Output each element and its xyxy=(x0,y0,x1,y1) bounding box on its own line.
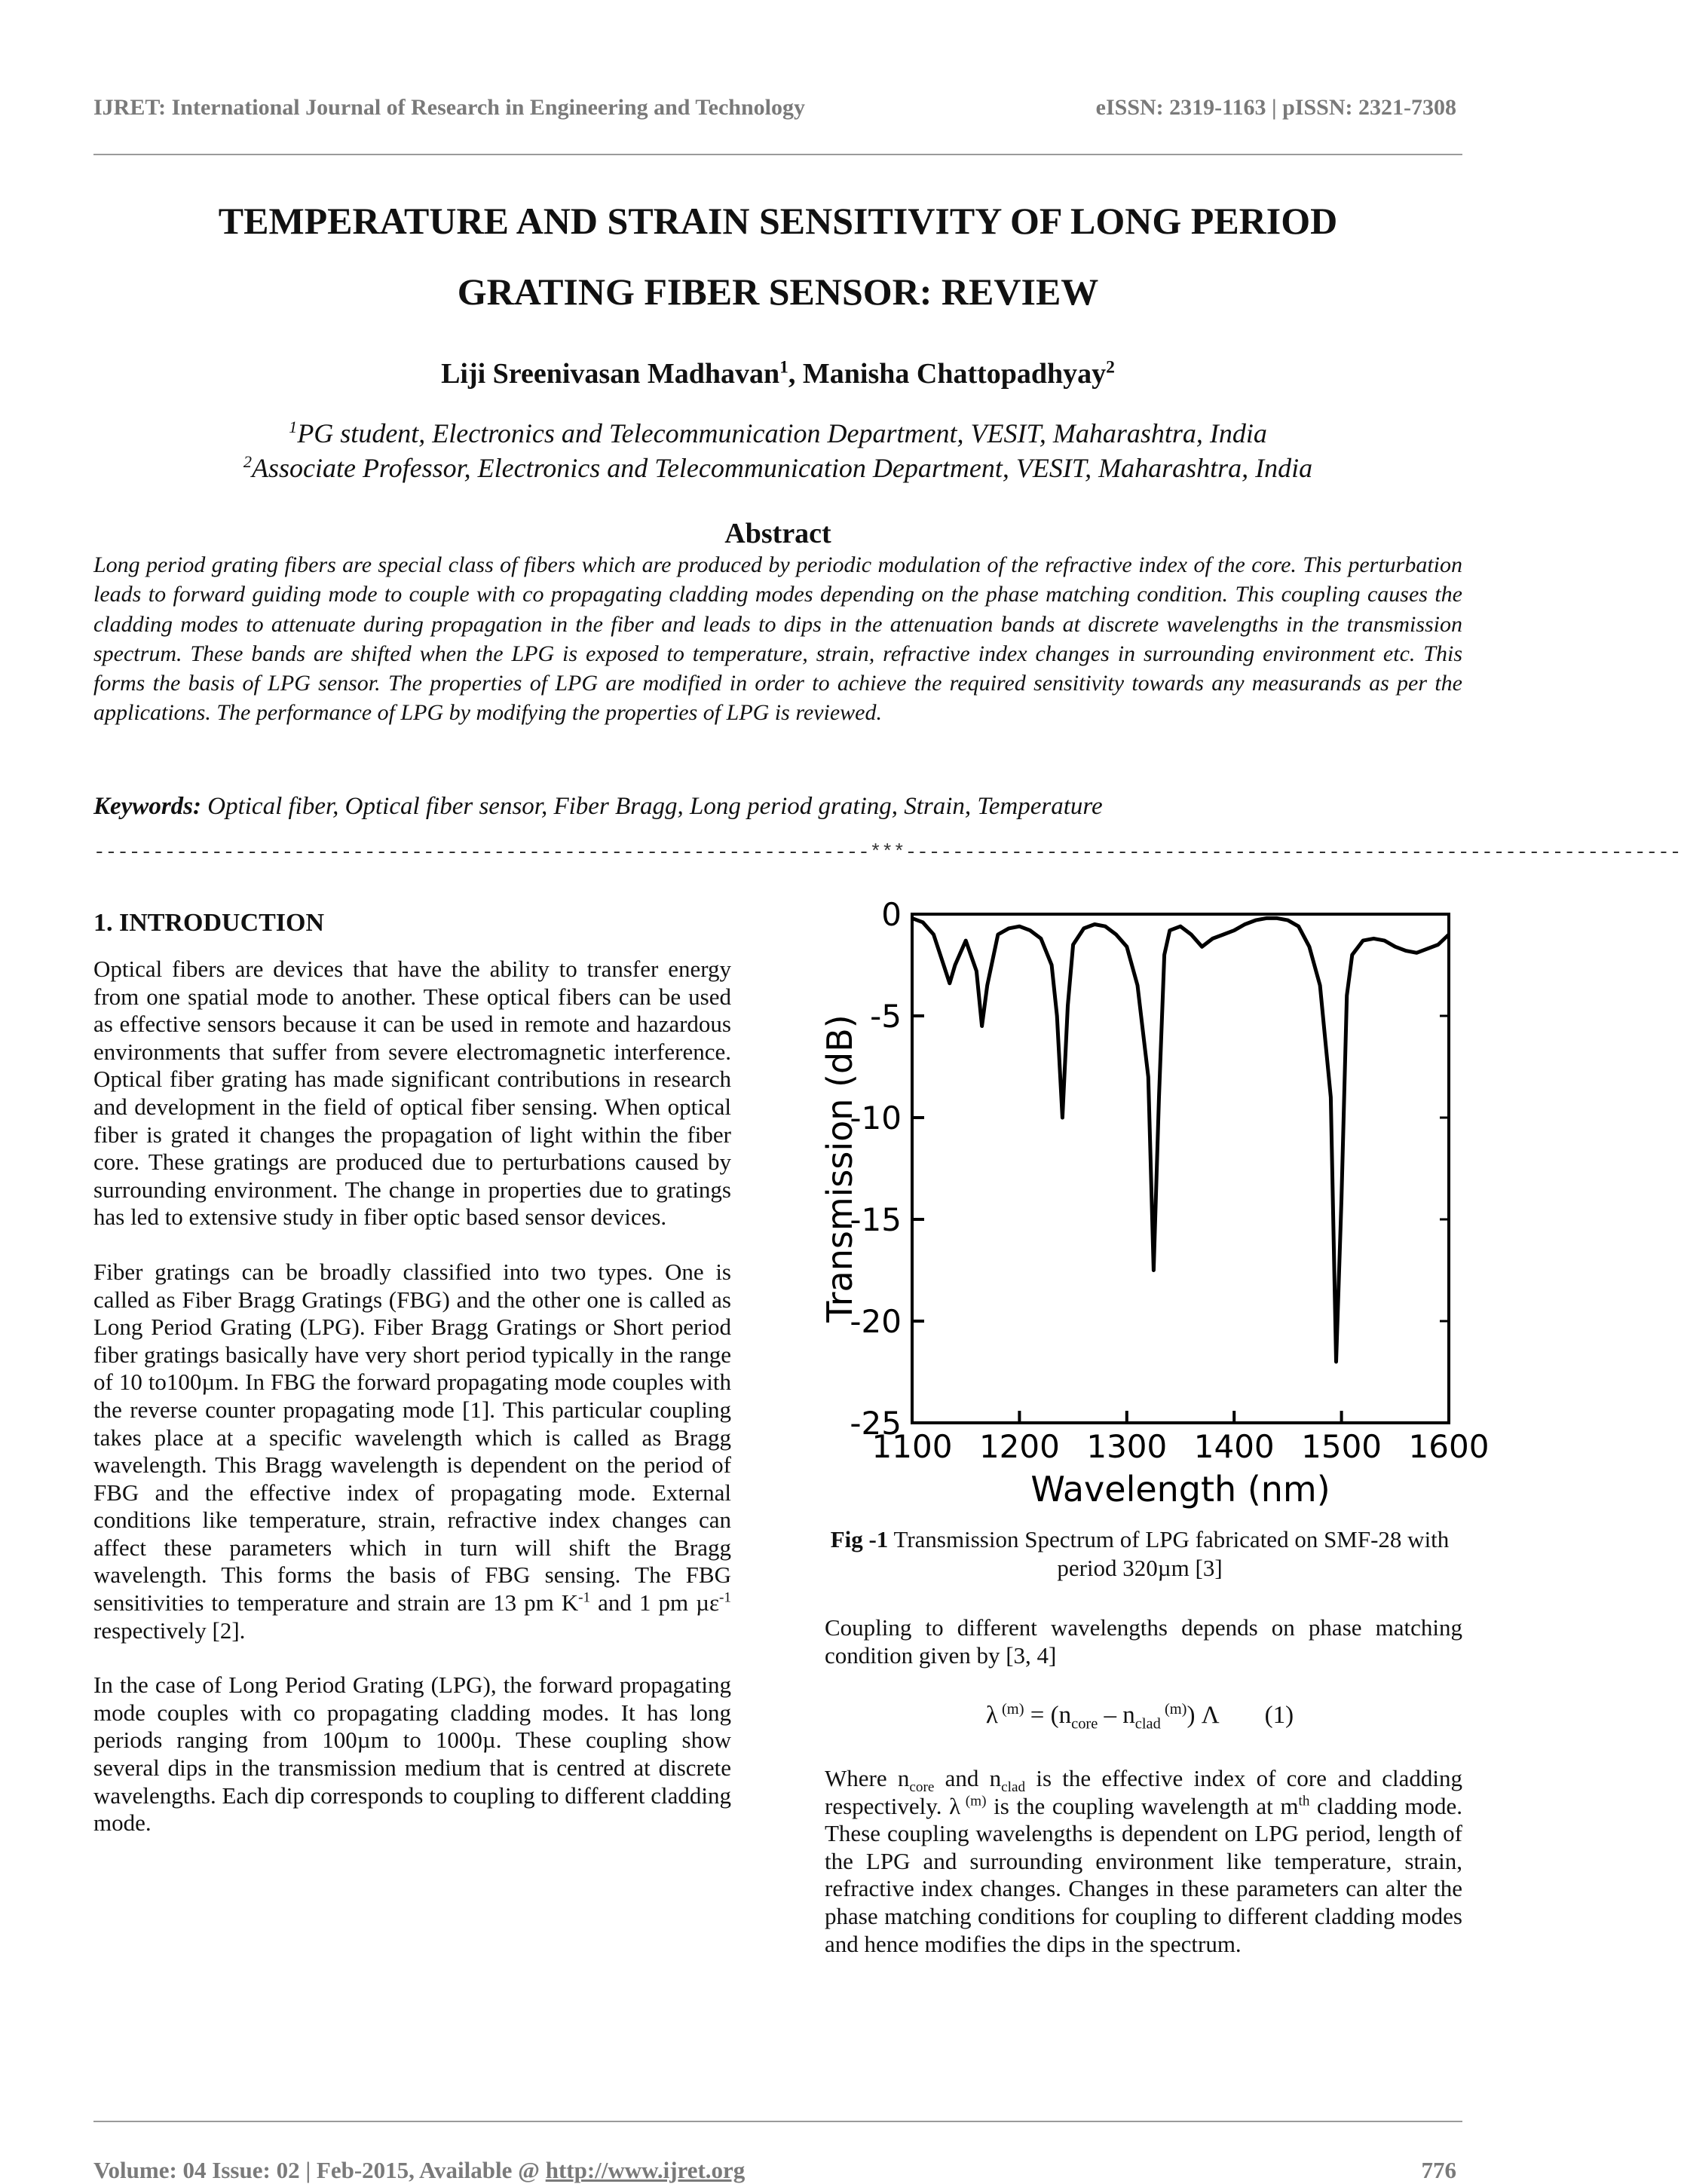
cp2-sup-m: (m) xyxy=(960,1793,987,1809)
intro-p2-sup-1: -1 xyxy=(578,1589,591,1606)
header-rule xyxy=(93,154,1462,155)
page-number: 776 xyxy=(1421,2157,1456,2183)
equation-1 xyxy=(825,1701,1455,1733)
author-1-sup: 1 xyxy=(779,357,788,378)
eq-lambda: λ xyxy=(985,1702,998,1729)
intro-p2-text-c: respectively [2]. xyxy=(93,1617,246,1644)
right-column-bottom xyxy=(825,1765,1462,1985)
journal-header: IJRET: International Journal of Research in Engineering and Technology xyxy=(93,95,806,120)
left-column xyxy=(93,956,731,1864)
author-2-sup: 2 xyxy=(1106,357,1115,378)
transmission-spectrum-chart xyxy=(814,896,1493,1541)
intro-p2-text-b: and 1 pm µε xyxy=(590,1589,719,1617)
x-tick-label: 1600 xyxy=(1408,1428,1490,1465)
y-tick-label: -25 xyxy=(850,1405,902,1442)
cp2-b: and n xyxy=(934,1765,1002,1791)
cp2-a: Where n xyxy=(825,1765,910,1791)
keywords-text: Optical fiber, Optical fiber sensor, Fiber Bragg, Long period grating, Strain, Temperature xyxy=(201,793,1103,820)
x-tick-label: 1500 xyxy=(1301,1428,1382,1465)
intro-paragraph-3: In the case of Long Period Grating (LPG), the forward propagating mode couples with co propagating cladding modes. It has long periods ranging from 100µm to 1000µ. These coupling show several dips in the transmission medium that is centred at discrete wavelengths. Each dip corresponds to coupling to different cladding mode. xyxy=(93,1672,731,1837)
section-separator: ------------------------------------------------------------------***------------------------------------------------------------------ xyxy=(93,841,1681,864)
abstract-text: Long period grating fibers are special class of fibers which are produced by periodic modulation of the refractive index of the core. This perturbation leads to forward guiding mode to couple with co propagating cladding modes depending on the phase matching condition. This coupling causes the cladding modes to attenuate during propagation in the fiber and leads to dips in the attenuation bands at discrete wavelengths in the transmission spectrum. These bands are shifted when the LPG is exposed to temperature, strain, refractive index changes in surrounding environment etc. This forms the basis of LPG sensor. The properties of LPG are modified in order to achieve the required sensitivity towards any measurands as per the applications. The performance of LPG by modifying the properties of LPG is reviewed. xyxy=(93,552,1462,726)
eq-sup-m1: (m) xyxy=(997,1701,1024,1718)
affiliation-1-text: PG student, Electronics and Telecommunication Department, VESIT, Maharashtra, India xyxy=(297,418,1267,448)
y-tick-label: -20 xyxy=(850,1303,902,1340)
authors xyxy=(93,357,1462,390)
affiliation-1 xyxy=(93,418,1462,449)
cp2-c: is the effective index of core and cladding respectively. λ xyxy=(825,1765,1462,1819)
affiliation-2 xyxy=(93,452,1462,484)
y-tick-label: -10 xyxy=(850,1100,902,1136)
y-tick-label: -15 xyxy=(850,1201,902,1238)
coupling-paragraph-1: Coupling to different wavelengths depends on phase matching condition given by [3, 4] xyxy=(825,1614,1462,1669)
y-tick-label: 0 xyxy=(881,896,902,933)
eq-end: ) Λ xyxy=(1186,1702,1220,1729)
plot-frame xyxy=(912,914,1449,1423)
intro-paragraph-2 xyxy=(93,1259,731,1644)
keywords xyxy=(93,793,1462,821)
journal-link[interactable]: http://www.ijret.org xyxy=(545,2157,746,2183)
x-axis-label: Wavelength (nm) xyxy=(1030,1469,1330,1510)
affiliation-2-sup: 2 xyxy=(243,452,252,471)
section-heading-introduction: 1. INTRODUCTION xyxy=(93,909,325,937)
intro-paragraph-1: Optical fibers are devices that have the ability to transfer energy from one spatial mode to another. These optical fibers can be used as effective sensors because it can be used in remote and hazardous environments that suffer from severe electromagnetic interference. Optical fiber grating has made significant contributions in research and development in the field of optical fiber sensing. When optical fiber is grated it changes the propagation of light within the fiber core. These gratings are produced due to perturbations caused by surrounding environment. The change in properties due to gratings has led to extensive study in fiber optic based sensor devices. xyxy=(93,956,731,1231)
intro-p2-sup-2: -1 xyxy=(719,1589,731,1606)
equation-number: (1) xyxy=(1264,1702,1294,1729)
x-tick-label: 1300 xyxy=(1086,1428,1168,1465)
figure-caption xyxy=(825,1525,1455,1583)
keywords-label: Keywords: xyxy=(93,793,201,820)
eq-minus: – n xyxy=(1098,1702,1135,1729)
affiliation-1-sup: 1 xyxy=(289,418,298,436)
intro-p2-text-a: Fiber gratings can be broadly classified into two types. One is called as Fiber Bragg Gratings (FBG) and the other one is called as Long Period Grating (LPG). Fiber Bragg Gratings or Short period fiber gratings basically have very short period typically in the range of 10 to100µm. In FBG the forward propagating mode couples with the reverse counter propagating mode [1]. This particular coupling takes place at a specific wavelength which is called as Bragg wavelength. This Bragg wavelength is dependent on the period of FBG and the effective index of propagating mode. External conditions like temperature, strain, refractive index changes can affect these parameters which in turn will shift the Bragg wavelength. This forms the basis of FBG sensing. The FBG sensitivities to temperature and strain are 13 pm K xyxy=(93,1258,731,1617)
issn-header: eISSN: 2319-1163 | pISSN: 2321-7308 xyxy=(1095,95,1456,120)
x-tick-label: 1200 xyxy=(978,1428,1060,1465)
coupling-paragraph-2 xyxy=(825,1765,1462,1958)
eq-sup-m2: (m) xyxy=(1160,1701,1187,1718)
transmission-series-line xyxy=(912,918,1449,1362)
cp2-sup-th: th xyxy=(1298,1793,1310,1809)
affiliation-2-text: Associate Professor, Electronics and Telecommunication Department, VESIT, Maharashtra, India xyxy=(251,453,1313,483)
paper-title-line-2: GRATING FIBER SENSOR: REVIEW xyxy=(457,271,1099,313)
footer-volume-text: Volume: 04 Issue: 02 | Feb-2015, Available @ xyxy=(93,2157,546,2183)
x-tick-label: 1400 xyxy=(1193,1428,1275,1465)
y-tick-label: -5 xyxy=(870,998,902,1035)
author-2: Manisha Chattopadhyay xyxy=(802,358,1107,390)
cp2-d: is the coupling wavelength at m xyxy=(986,1792,1299,1819)
cp2-sub-core: core xyxy=(909,1779,935,1796)
paper-title-line-1: TEMPERATURE AND STRAIN SENSITIVITY OF LONG PERIOD xyxy=(218,200,1338,242)
eq-mid: = (n xyxy=(1024,1702,1072,1729)
author-separator: , xyxy=(788,358,803,390)
x-tick-label: 1100 xyxy=(871,1428,953,1465)
cp2-e: cladding mode. These coupling wavelengths is dependent on LPG period, length of the LPG and surrounding environment like temperature, strain, refractive index changes. Changes in these parameters can alter the phase matching conditions for coupling to different cladding modes and hence modifies the dips in the spectrum. xyxy=(825,1792,1462,1957)
footer-rule xyxy=(93,2121,1462,2122)
right-column-top xyxy=(825,1614,1462,1696)
y-axis-label: Transmission (dB) xyxy=(819,1014,860,1323)
author-1: Liji Sreenivasan Madhavan xyxy=(441,358,780,390)
figure-caption-label: Fig -1 xyxy=(830,1526,889,1552)
eq-sub-core: core xyxy=(1071,1715,1098,1733)
cp2-sub-clad: clad xyxy=(1001,1779,1026,1796)
abstract-heading: Abstract xyxy=(724,518,831,549)
footer-volume xyxy=(93,2157,745,2184)
eq-sub-clad: clad xyxy=(1134,1715,1161,1733)
figure-caption-text: Transmission Spectrum of LPG fabricated on SMF-28 with period 320µm [3] xyxy=(888,1526,1450,1581)
